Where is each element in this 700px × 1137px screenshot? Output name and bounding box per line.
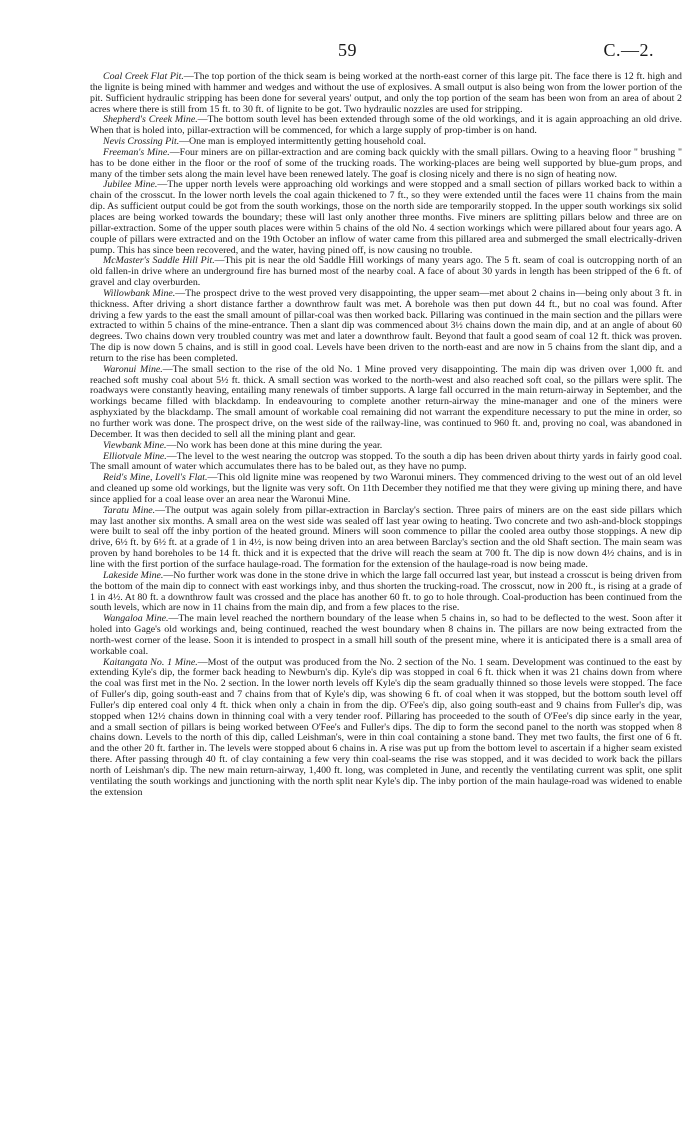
mine-name: Willowbank Mine.: [103, 287, 176, 299]
paragraph-text: —Most of the output was produced from the No. 2 section of the No. 1 seam. Development was continued to the east by extending Kyle's dip, the former back heading to Newburn's dip. Kyle's dip was stopped in coal 6 ft. thick when it was 21 chains down from where the coal was first met in the No. 2 section. In the lower north levels off Kyle's dip the seam gradually thinned so those levels were stopped. The face of Fuller's dip, going south-east and 7 chains from that of Kyle's dip, was showing 6 ft. of coal when it was stopped, but the bottom south level off Fuller's dip entered coal only 4 ft. thick when only a chain in from the dip. O'Fee's dip, also going south-east and 9 chains from Fuller's dip, was stopped when 12½ chains down in thinning coal with a very tender roof. Pillaring has proceeded to the south of O'Fee's dip since early in the year, and a small section of pillars is being worked between O'Fee's and Fuller's dips. The dip to form the second panel to the north was stopped when 8 chains down. Levels to the north of this dip, called Leishman's, were in thin coal containing a stone band. They met two faults, the first one of 6 ft. and the other 20 ft. farther in. The levels were stopped about 6 chains in. A rise was put up from the bottom level to ascertain if a higher seam existed there. After passing through 40 ft. of clay containing a few very thin coal-seams the rise was stopped, and it was decided to work back the pillars north of Leishman's dip. The new main return-airway, 1,400 ft. long, was completed in June, and recently the ventilating current was split, one split ventilating the south workings and junctioning with the north split near Kyle's dip. The inby portion of the main haulage-road was widened to enable the extension: [90, 656, 682, 798]
paragraph-text: —The bottom south level has been extended through some of the old workings, and it is again approaching an old drive. When that is holed into, pillar-extraction will be commenced, for which a large supply of prop-timber is on hand.: [90, 114, 682, 137]
paragraph-kaitangata-no-1-mine: [90, 658, 682, 799]
paragraph-willowbank-mine: [90, 289, 682, 365]
page-header: [0, 40, 700, 66]
paragraph-text: —The top portion of the thick seam is being worked at the north-east corner of this large pit. The face there is 12 ft. high and the lignite is being mined with hammer and wedges and without the use of explosives. A small output is also being won from the lower portion of the pit. Sufficient hydraulic stripping has been done for several years' output, and only the top portion of the seam has been won from an area of about 2 acres where there is still from 15 ft. to 30 ft. of lignite to be got. Two hydraulic nozzles are used for stripping.: [90, 71, 682, 115]
paragraph-text: —The small section to the rise of the old No. 1 Mine proved very disappointing. The main dip was driven over 1,000 ft. and reached soft mushy coal about 5½ ft. thick. A small section was worked to the north-west and also reached soft coal, so the pillars were split. The roadways were constantly heaving, entailing many renewals of timber supports. A large fall occurred in the main return-airway in September, and the workings became filled with blackdamp. In endeavouring to complete another return-airway the mine-manager and one of the miners were asphyxiated by the blackdamp. The small amount of workable coal remaining did not warrant the expenditure necessary to put the mine in order, so no further work was done. The prospect drive, on the west side of the railway-line, was continued to 960 ft. and, proving no coal, was abandoned in December. It was then decided to sell all the mining plant and gear.: [90, 363, 683, 440]
paragraph-coal-creek-flat-pit: [90, 72, 682, 115]
mine-name: Elliotvale Mine.: [103, 450, 167, 462]
paragraph-text: —This pit is near the old Saddle Hill workings of many years ago. The 5 ft. seam of coal is outcropping north of an old fallen-in drive where an underground fire has burned most of the nearby coal. A face of about 30 yards in length has been stripped of the 6 ft. of gravel and clay overburden.: [90, 255, 682, 289]
mine-name: Coal Creek Flat Pit.: [103, 71, 184, 82]
mine-name: Nevis Crossing Pit.: [103, 136, 180, 148]
paragraph-mcmasters-saddle-hill-pit: [90, 256, 682, 289]
paragraph-text: —The prospect drive to the west proved very disappointing, the upper seam—met about 2 chains in—being only about 3 ft. in thickness. After driving a short distance farther a downthrow fault was met. A borehole was then put down 44 ft., but no coal was found. After driving a few yards to the east the small amount of pillar-coal was then worked back. Pillaring was continued in the main section and the pillars were extracted to within 5 chains of the mine-entrance. Then a slant dip was commenced about 3½ chains down the main dip, and at an angle of about 60 degrees. Two chains down very troubled country was met and later a downthrow fault. Beyond that fault a good seam of coal 12 ft. thick was proven. The dip is now down 5 chains, and is still in good coal. Levels have been driven to the north-east and are now in 5 chains from the slant dip, and a return to the rise has been completed.: [90, 287, 682, 364]
paragraph-lakeside-mine: [90, 571, 682, 614]
paragraph-text: —The main level reached the northern boundary of the lease when 5 chains in, so had to be deflected to the west. Soon after it holed into Gage's old workings and, being continued, reached the west boundary when 8 chains in. The pillars are now being extracted from the north-west corner of the lease. Soon it is intended to prospect in a small hill south of the present mine, where it is anticipated there is a small area of workable coal.: [90, 613, 682, 657]
paragraph-jubilee-mine: [90, 180, 682, 256]
paragraph-text: —One man is employed intermittently getting household coal.: [179, 136, 426, 148]
paragraph-freemans-mine: [90, 148, 682, 181]
mine-name: McMaster's Saddle Hill Pit.: [103, 255, 215, 267]
mine-name: Reid's Mine, Lovell's Flat.: [103, 472, 208, 484]
mine-name: Wangaloa Mine.: [103, 613, 169, 625]
mine-name: Taratu Mine.: [103, 504, 156, 516]
page-number: 59: [338, 40, 357, 60]
paragraph-shepherds-creek-mine: [90, 115, 682, 137]
paragraph-text: —The upper north levels were approaching old workings and were stopped and a small section of pillars worked back to within a chain of the crosscut. In the lower north levels the coal again thickened to 7 ft., so they were extended until the faces were 11 chains from the main dip. As sufficient output could be got from the south workings, those on the north side are temporarily stopped. In the upper south workings six solid places are being worked towards the boundary; these will last only another three months. Five miners are splitting pillars below and three are on pillar-extraction. Some of the upper south places were within 5 chains of the old No. 4 section workings which were pillared about four years ago. A couple of pillars were extracted and on the 19th October an inflow of water came from this pillared area and submerged the small electrically-driven pump. This has since been recovered, and the water, having pined off, is now causing no trouble.: [90, 179, 682, 256]
paragraph-text: —Four miners are on pillar-extraction and are coming back quickly with the small pillars. Owing to a heaving floor " brushing " has to be done either in the floor or the roof of some of the trucking roads. The working-places are being well supported by blue-gum props, and many of the timber sets along the main level have been renewed lately. The goaf is closing nicely and there is no sign of heating now.: [90, 146, 682, 180]
paragraph-text: —The level to the west nearing the outcrop was stopped. To the south a dip has been driven about thirty yards in fairly good coal. The small amount of water which accumulates there has to be baled out, as they have no pump.: [90, 450, 683, 473]
paragraph-elliotvale-mine: [90, 452, 682, 474]
paragraph-waronui-mine: [90, 365, 682, 441]
paragraph-text: —No further work was done in the stone drive in which the large fall occurred last year, but instead a crosscut is being driven from the bottom of the main dip to connect with east workings inby, and thus shorten the trucking-road. The crosscut, now in 200 ft., is rising at a grade of 1 in 4½. At 80 ft. a downthrow fault was crossed and the place has another 60 ft. to go to hole through. Coal-production has been continued from the south levels, which are now in 11 chains from the main dip, and from a few places to the rise.: [90, 569, 682, 614]
mine-name: Kaitangata No. 1 Mine.: [103, 656, 198, 668]
paragraph-text: —The output was again solely from pillar-extraction in Barclay's section. Three pairs of miners are on the east side pillars which may last another six months. A small area on the west side was sealed off last year owing to heating. Two concrete and two ash-and-block stoppings were built to seal off the inby portion of the heated ground. Miners will soon commence to pillar the cooled area outby those stoppings. A new dip drive, 6½ ft. by 6½ ft. at a grade of 1 in 4½, is now being driven into an area between Barclay's section and the old Shaft section. The main seam was proven by hand boreholes to be 14 ft. thick and it is expected that the drive will reach the seam at 700 ft. The dip is now down 4½ chains, and is in line with the first portion of the surface haulage-road. The formation for the extension of the haulage-road is now being made.: [90, 504, 682, 570]
mine-name: Jubilee Mine.: [103, 179, 158, 191]
document-reference: C.—2.: [603, 40, 654, 60]
paragraph-text: —No work has been done at this mine during the year.: [166, 439, 383, 451]
mine-name: Shepherd's Creek Mine.: [103, 114, 198, 126]
paragraph-text: —This old lignite mine was reopened by two Waronui miners. They commenced driving to the west out of an old level and cleaned up some old workings, but the lignite was very soft. On 11th December they notified me that they were giving up mining there, and have since applied for a coal lease over an area near the Waronui Mine.: [90, 472, 682, 505]
mine-name: Waronui Mine.: [103, 363, 163, 375]
mine-name: Freeman's Mine.: [103, 146, 170, 158]
paragraph-reids-mine: [90, 473, 682, 506]
paragraph-wangaloa-mine: [90, 614, 682, 657]
mine-name: Viewbank Mine.: [103, 439, 167, 451]
paragraph-taratu-mine: [90, 506, 682, 571]
report-body: [90, 72, 682, 799]
mine-name: Lakeside Mine.: [103, 569, 164, 581]
